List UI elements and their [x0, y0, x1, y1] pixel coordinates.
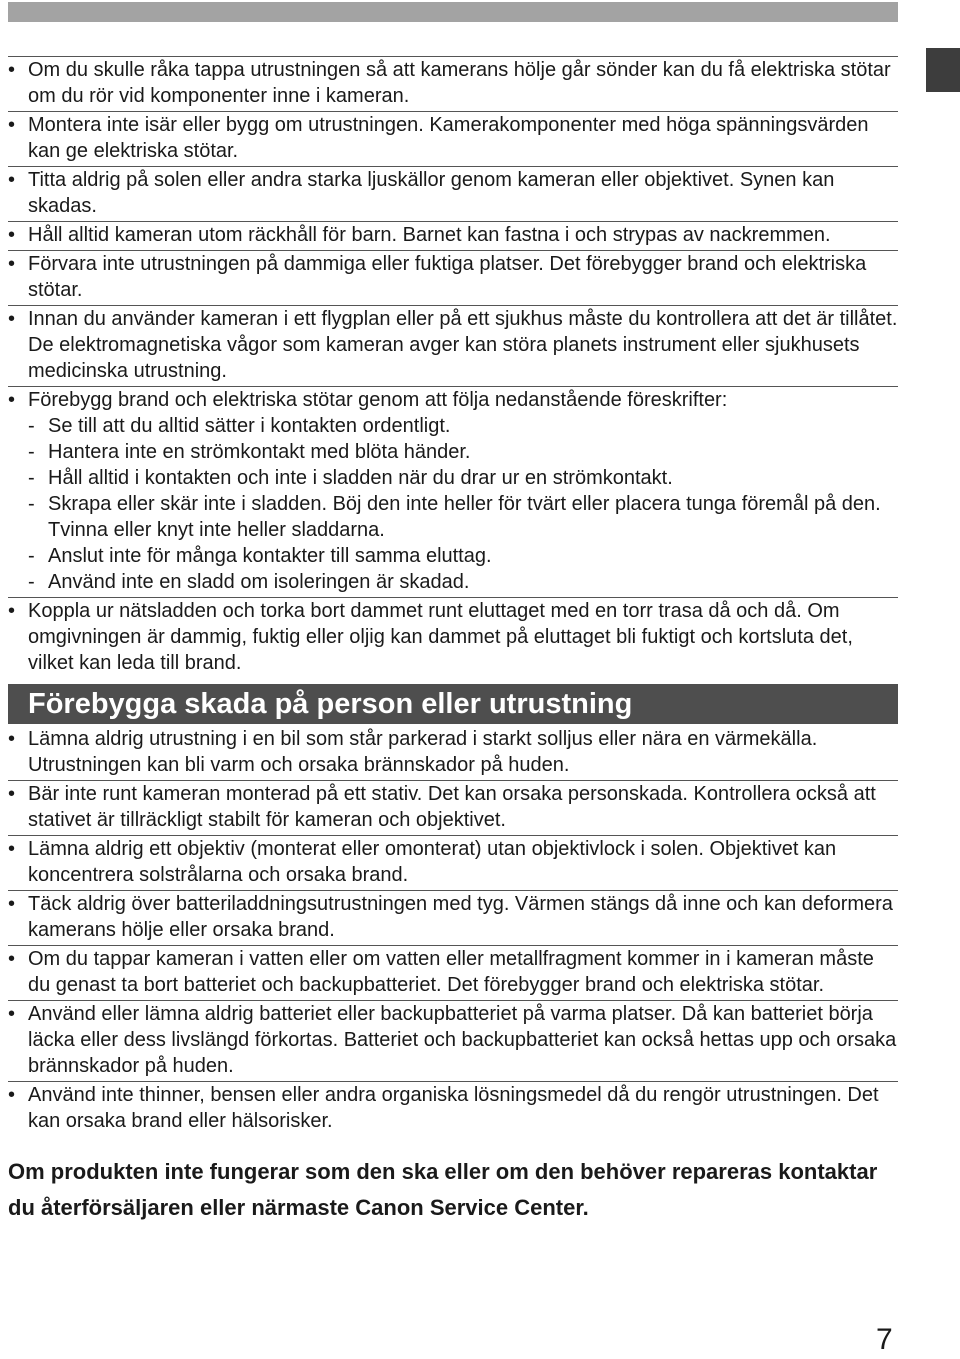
list-item: • Lämna aldrig ett objektiv (monterat eller omonterat) utan objektivlock i solen. Objektivet kan koncentrera solstrålarna och orsaka brand. — [8, 835, 898, 890]
list-item: • Håll alltid kameran utom räckhåll för barn. Barnet kan fastna i och strypas av nackremmen. — [8, 221, 898, 250]
header-bar — [8, 2, 898, 22]
list-item: • Använd eller lämna aldrig batteriet eller backupbatteriet på varma platser. Då kan batteriet börja läcka eller dess livslängd förkortas. Batteriet och backupbatteriet kan också hettas upp och orsaka brännskador på huden. — [8, 1000, 898, 1081]
sub-item: - Anslut inte för många kontakter till samma eluttag. — [28, 545, 492, 567]
bullet-icon: • — [8, 114, 16, 136]
list-item: • Lämna aldrig utrustning i en bil som står parkerad i starkt solljus eller nära en värmekälla. Utrustningen kan bli varm och orsaka brännskador på huden. — [8, 728, 818, 776]
sub-item: - Håll alltid i kontakten och inte i sladden när du drar ur en strömkontakt. — [28, 467, 673, 489]
bullet-icon: • — [8, 838, 16, 860]
list-item: • Förvara inte utrustningen på dammiga eller fuktiga platser. Det förebygger brand och elektriska stötar. — [8, 250, 898, 305]
service-note: Om produkten inte fungerar som den ska eller om den behöver repareras kontaktar du återförsäljaren eller närmaste Canon Service Center. — [8, 1159, 878, 1220]
bullet-icon: • — [8, 783, 16, 805]
list-item: • Täck aldrig över batteriladdningsutrustningen med tyg. Värmen stängs då inne och kan deformera kamerans hölje eller orsaka brand. — [8, 890, 898, 945]
bullet-icon: • — [8, 1003, 16, 1025]
section-tab-marker — [926, 48, 960, 92]
dash-icon: - — [28, 415, 35, 437]
list-item: • Om du skulle råka tappa utrustningen så att kamerans hölje går sönder kan du få elektriska stötar om du rör vid komponenter inne i kameran. — [8, 56, 898, 111]
list-item: • Bär inte runt kameran monterad på ett stativ. Det kan orsaka personskada. Kontrollera också att stativet är tillräckligt stabilt för kameran och objektivet. — [8, 780, 898, 835]
dash-icon: - — [28, 493, 35, 515]
bullet-icon: • — [8, 1084, 16, 1106]
bullet-icon: • — [8, 308, 16, 330]
list-item: • Montera inte isär eller bygg om utrustningen. Kamerakomponenter med höga spänningsvärden kan ge elektriska stötar. — [8, 111, 898, 166]
page-number: 7 — [876, 1323, 893, 1356]
dash-icon: - — [28, 441, 35, 463]
list-item: • Titta aldrig på solen eller andra starka ljuskällor genom kameran eller objektivet. Synen kan skadas. — [8, 166, 898, 221]
bullet-icon: • — [8, 169, 16, 191]
bullet-icon: • — [8, 893, 16, 915]
bullet-icon: • — [8, 948, 16, 970]
bullet-icon: • — [8, 728, 16, 750]
fire-prevention-item: • Förebygg brand och elektriska stötar genom att följa nedanstående föreskrifter: - Se till att du alltid sätter i kontakten ordentligt. - Hantera inte en strömkontakt med blöta händer. - Håll alltid i kontakten och inte i sladden när du drar ur en strömkontakt. - Skrapa eller skär inte i sladden. Böj den inte heller för tvärt eller placera tunga föremål på den. Tvinna eller knyt inte heller sladdarna. - Anslut inte för många kontakter till samma eluttag. - Använd inte en sladd om isoleringen är skadad. — [8, 386, 898, 597]
list-item: • Innan du använder kameran i ett flygplan eller på ett sjukhus måste du kontrollera att det är tillåtet. De elektromagnetiska vågor som kameran avger kan störa planets instrument eller sjukhusets medicinska utrustning. — [8, 305, 898, 386]
section-heading: Förebygga skada på person eller utrustning — [8, 684, 898, 724]
list-item: • Använd inte thinner, bensen eller andra organiska lösningsmedel då du rengör utrustningen. Det kan orsaka brand eller hälsorisker. — [8, 1081, 898, 1136]
list-item: • Om du tappar kameran i vatten eller om vatten eller metallfragment kommer in i kameran måste du genast ta bort batteriet och backupbatteriet. Det förebygger brand och elektriska stötar. — [8, 945, 898, 1000]
dash-icon: - — [28, 467, 35, 489]
bullet-icon: • — [8, 59, 16, 81]
bullet-icon: • — [8, 600, 16, 622]
sub-item: - Använd inte en sladd om isoleringen är skadad. — [28, 571, 470, 593]
dash-icon: - — [28, 545, 35, 567]
sub-item: - Se till att du alltid sätter i kontakten ordentligt. — [28, 415, 451, 437]
document-body — [8, 56, 898, 1226]
sub-item: - Skrapa eller skär inte i sladden. Böj den inte heller för tvärt eller placera tunga föremål på den. Tvinna eller knyt inte heller sladdarna. — [28, 493, 881, 541]
dash-icon: - — [28, 571, 35, 593]
sub-item: - Hantera inte en strömkontakt med blöta händer. — [28, 441, 471, 463]
list-item: • Koppla ur nätsladden och torka bort dammet runt eluttaget med en torr trasa då och då. Om omgivningen är dammig, fuktig eller oljig kan dammet på eluttaget bli fuktigt och kortsluta det, vilket kan leda till brand. — [8, 597, 898, 678]
bullet-icon: • — [8, 253, 16, 275]
bullet-icon: • — [8, 389, 16, 411]
bullet-icon: • — [8, 224, 16, 246]
